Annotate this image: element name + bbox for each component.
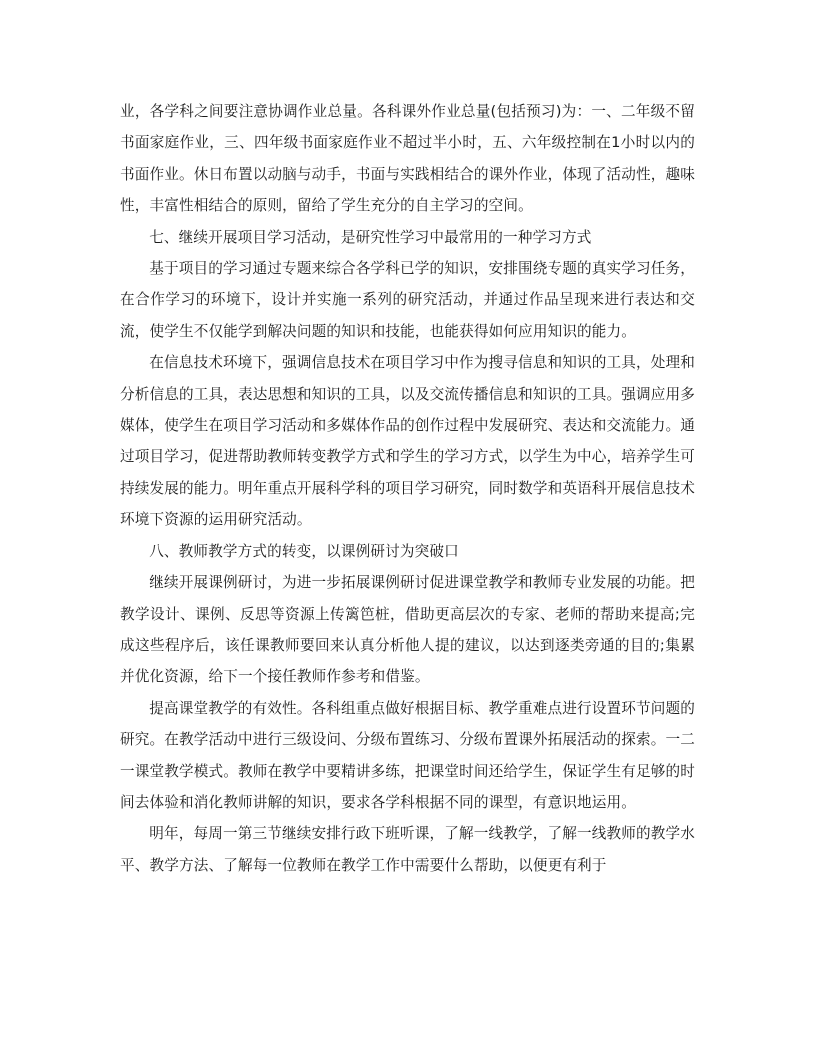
paragraph-project-learning-definition: 基于项目的学习通过专题来综合各学科已学的知识，安排围绕专题的真实学习任务，在合作学习的环境下，设计并实施一系列的研究活动，并通过作品呈现来进行表达和交流，使学生不仅能学到解决问题的知识和技能，也能获得如何应用知识的能力。 — [120, 260, 695, 340]
paragraph-classroom-effectiveness: 提高课堂教学的有效性。各科组重点做好根据目标、教学重难点进行设置环节问题的研究。在教学活动中进行三级设问、分级布置练习、分级布置课外拓展活动的探索。一二一课堂教学模式。教师在教学中要精讲多练，把课堂时间还给学生，保证学生有足够的时间去体验和消化教师讲解的知识，要求各学科根据不同的课型，有意识地运用。 — [120, 699, 696, 811]
paragraph-info-tech-environment: 在信息技术环境下，强调信息技术在项目学习中作为搜寻信息和知识的工具，处理和分析信息的工具，表达思想和知识的工具，以及交流传播信息和知识的工具。强调应用多媒体，使学生在项目学习活动和多媒体作品的创作过程中发展研究、表达和交流能力。通过项目学习，促进帮助教师转变教学方式和学生的学习方式，以学生为中心，培养学生可持续发展的能力。明年重点开展科学科的项目学习研究，同时数学和英语科开展信息技术环境下资源的运用研究活动。 — [120, 354, 696, 529]
section-heading-project-learning: 七、继续开展项目学习活动，是研究性学习中最常用的一种学习方式 — [149, 228, 592, 246]
section-heading-teaching-methods: 八、教师教学方式的转变，以课例研讨为突破口 — [149, 542, 459, 560]
paragraph-case-study-research: 继续开展课例研讨，为进一步拓展课例研讨促进课堂教学和教师专业发展的功能。把教学设计、课例、反思等资源上传篱笆桩，借助更高层次的专家、老师的帮助来提高;完成这些程序后，该任课教师要回来认真分析他人提的建议，以达到逐类旁通的目的;集累并优化资源，给下一个接任教师作参考和借鉴。 — [120, 574, 695, 686]
paragraph-homework-load: 业，各学科之间要注意协调作业总量。各科课外作业总量(包括预习)为：一、二年级不留书面家庭作业，三、四年级书面家庭作业不超过半小时，五、六年级控制在1小时以内的书面作业。休日布置以动脑与动手，书面与实践相结合的课外作业，体现了活动性，趣味性，丰富性相结合的原则，留给了学生充分的自主学习的空间。 — [120, 103, 696, 215]
document-body — [120, 96, 695, 881]
paragraph-lesson-observation: 明年，每周一第三节继续安排行政下班听课，了解一线教学，了解一线教师的教学水平、教学方法、了解每一位教师在教学工作中需要什么帮助，以便更有利于 — [120, 825, 695, 874]
